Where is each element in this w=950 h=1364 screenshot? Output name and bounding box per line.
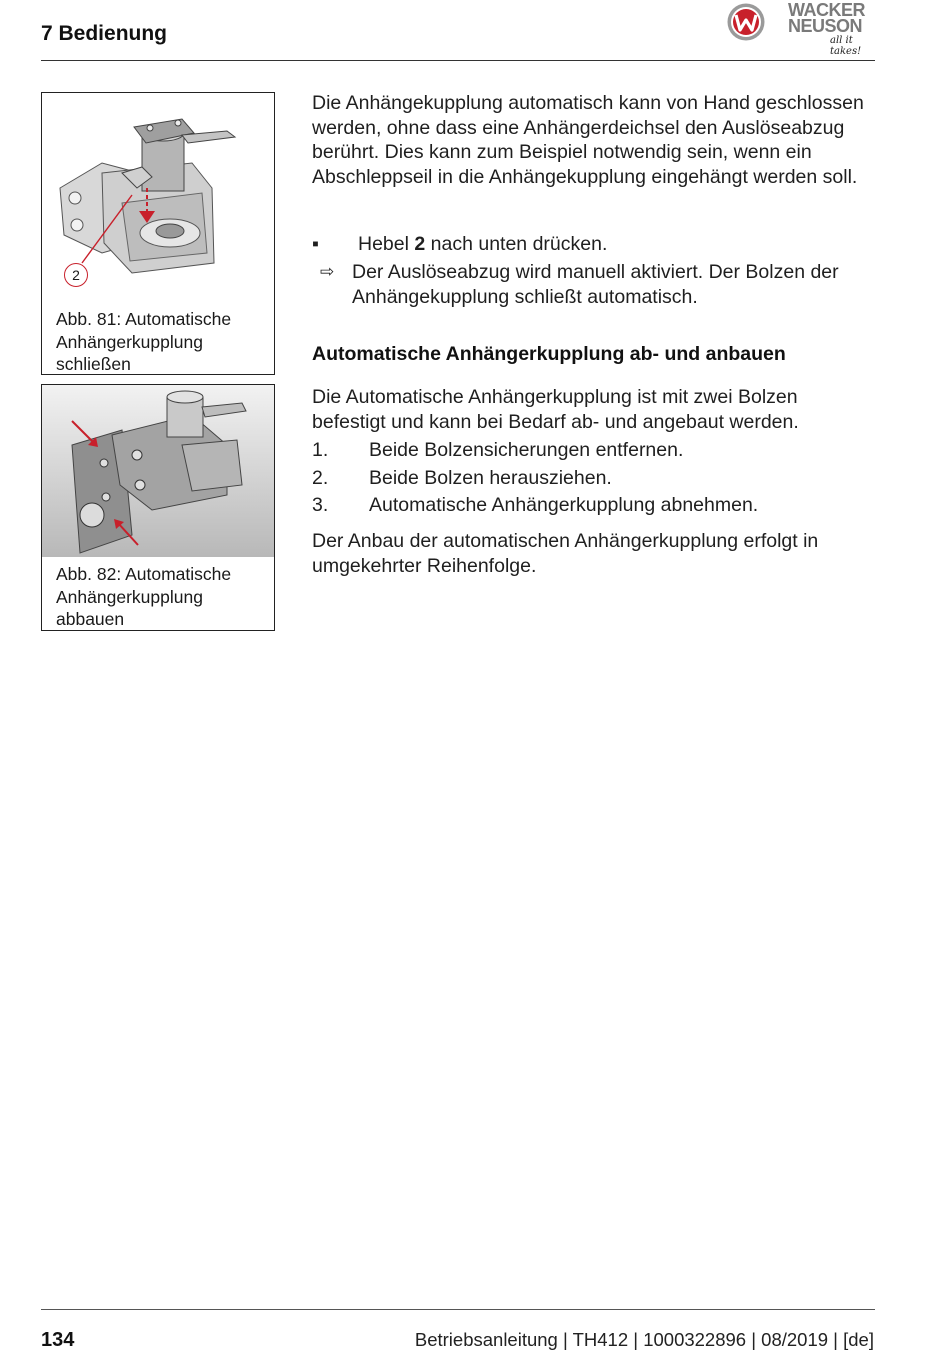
list-item-text: Beide Bolzensicherungen entfernen. (369, 439, 684, 461)
list-item-text: Automatische Anhängerkupplung abnehmen. (369, 494, 759, 517)
list-item (312, 493, 874, 521)
document-info: Betriebsanleitung | TH412 | 1000322896 | 08/2019 | [de] (414, 1329, 874, 1350)
step-callout-number: 2 (414, 233, 426, 255)
callout-2-marker: 2 (64, 263, 88, 287)
page-number: 134 (41, 1329, 75, 1351)
closing-paragraph: Der Anbau der automatischen Anhängerkupplung erfolgt in umgekehrter Reihenfolge. (312, 530, 819, 577)
list-item (312, 438, 874, 466)
step-result (320, 260, 875, 309)
list-item-number: 3. (312, 494, 329, 517)
wacker-neuson-logo (726, 0, 881, 57)
list-item-text: Beide Bolzen herausziehen. (369, 466, 612, 489)
figure-81-caption: Abb. 81: Automatische Anhängerkupplung schließen (56, 309, 232, 374)
result-arrow-icon: ⇨ (320, 262, 335, 281)
footer-divider (41, 1309, 875, 1310)
instruction-step (312, 232, 874, 257)
list-item (312, 466, 874, 494)
figure-82-caption: Abb. 82: Automatische Anhängerkupplung abbauen (56, 564, 232, 629)
coupling-removal-photo (42, 385, 274, 557)
figure-82 (41, 384, 275, 631)
section-paragraph: Die Automatische Anhängerkupplung ist mit zwei Bolzen befestigt und kann bei Bedarf ab- und angebaut werden. (312, 386, 799, 433)
logo-emblem-icon (726, 2, 766, 42)
header-divider (41, 60, 875, 61)
section-heading: Automatische Anhängerkupplung ab- und anbauen (312, 343, 786, 365)
step-bullet: ▪ (312, 233, 319, 255)
step-prefix: Hebel (358, 233, 415, 255)
result-text: Der Auslöseabzug wird manuell aktiviert. Der Bolzen der Anhängekupplung schließt automatisch. (352, 261, 839, 308)
logo-tagline: all it takes! (830, 35, 862, 57)
logo-wordmark-top: WACKER (788, 0, 865, 20)
figure-81 (41, 92, 275, 375)
logo-wordmark-bottom: NEUSON (788, 16, 863, 36)
numbered-list (312, 438, 874, 521)
section-title: 7 Bedienung (41, 22, 168, 45)
list-item-number: 2. (312, 466, 329, 489)
intro-paragraph: Die Anhängekupplung automatisch kann von Hand geschlossen werden, ohne dass eine Anhängerdeichsel den Auslöseabzug berührt. Dies kann zum Beispiel notwendig sein, wenn ein Abschleppseil in die Anhängekupplung eingehängt werden soll. (312, 92, 864, 189)
step-suffix: nach unten drücken. (425, 233, 608, 255)
list-item-number: 1. (312, 439, 329, 461)
